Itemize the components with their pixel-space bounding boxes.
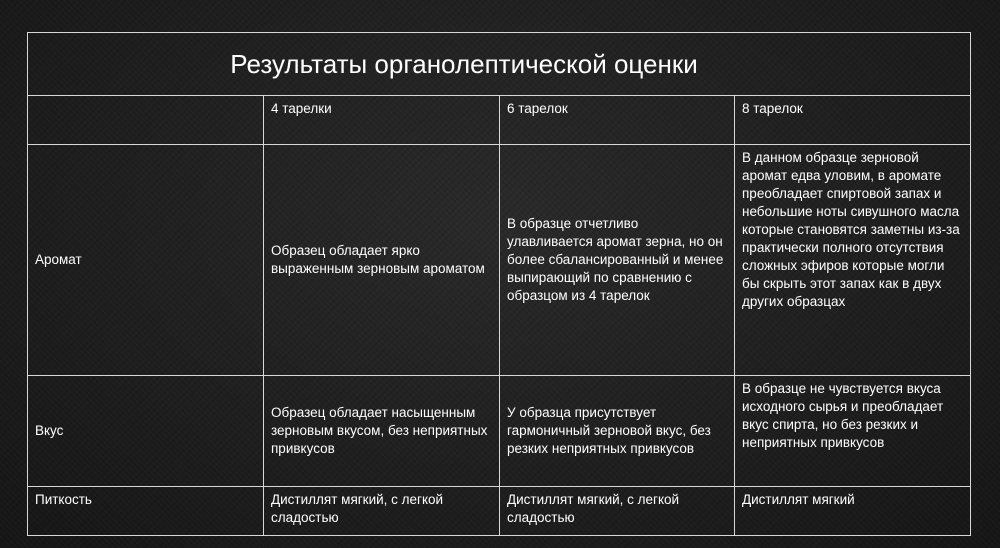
table-row-drinkability xyxy=(28,487,971,536)
cell-taste-8: В образце не чувствуется вкуса исходного сырья и преобладает вкус спирта, но без резких и неприятных привкусов xyxy=(735,376,971,487)
cell-aroma-4: Образец обладает ярко выраженным зерновым ароматом xyxy=(264,145,500,376)
row-label-drinkability: Питкость xyxy=(28,487,264,536)
header-cell-8-plates: 8 тарелок xyxy=(735,96,971,145)
results-table-container xyxy=(27,32,970,525)
cell-aroma-6: В образце отчетливо улавливается аромат зерна, но он более сбалансированный и менее выпирающий по сравнению с образцом из 4 тарелок xyxy=(500,145,735,376)
title-row xyxy=(28,33,971,96)
results-table xyxy=(27,32,971,536)
cell-drinkability-8: Дистиллят мягкий xyxy=(735,487,971,536)
cell-aroma-8: В данном образце зерновой аромат едва уловим, в аромате преобладает спиртовой запах и небольшие ноты сивушного масла которые становятся заметны из-за практически полного отсутствия сложных эфиров которые могли бы скрыть этот запах как в двух других образцах xyxy=(735,145,971,376)
row-label-taste: Вкус xyxy=(28,376,264,487)
header-cell-empty xyxy=(28,96,264,145)
table-title-cell xyxy=(28,33,971,96)
header-row xyxy=(28,96,971,145)
table-title: Результаты органолептической оценки xyxy=(230,49,698,79)
cell-taste-4: Образец обладает насыщенным зерновым вкусом, без неприятных привкусов xyxy=(264,376,500,487)
header-cell-6-plates: 6 тарелок xyxy=(500,96,735,145)
cell-drinkability-4: Дистиллят мягкий, с легкой сладостью xyxy=(264,487,500,536)
table-row-taste xyxy=(28,376,971,487)
header-cell-4-plates: 4 тарелки xyxy=(264,96,500,145)
table-row-aroma xyxy=(28,145,971,376)
cell-taste-6: У образца присутствует гармоничный зерновой вкус, без резких неприятных привкусов xyxy=(500,376,735,487)
cell-drinkability-6: Дистиллят мягкий, с легкой сладостью xyxy=(500,487,735,536)
row-label-aroma: Аромат xyxy=(28,145,264,376)
